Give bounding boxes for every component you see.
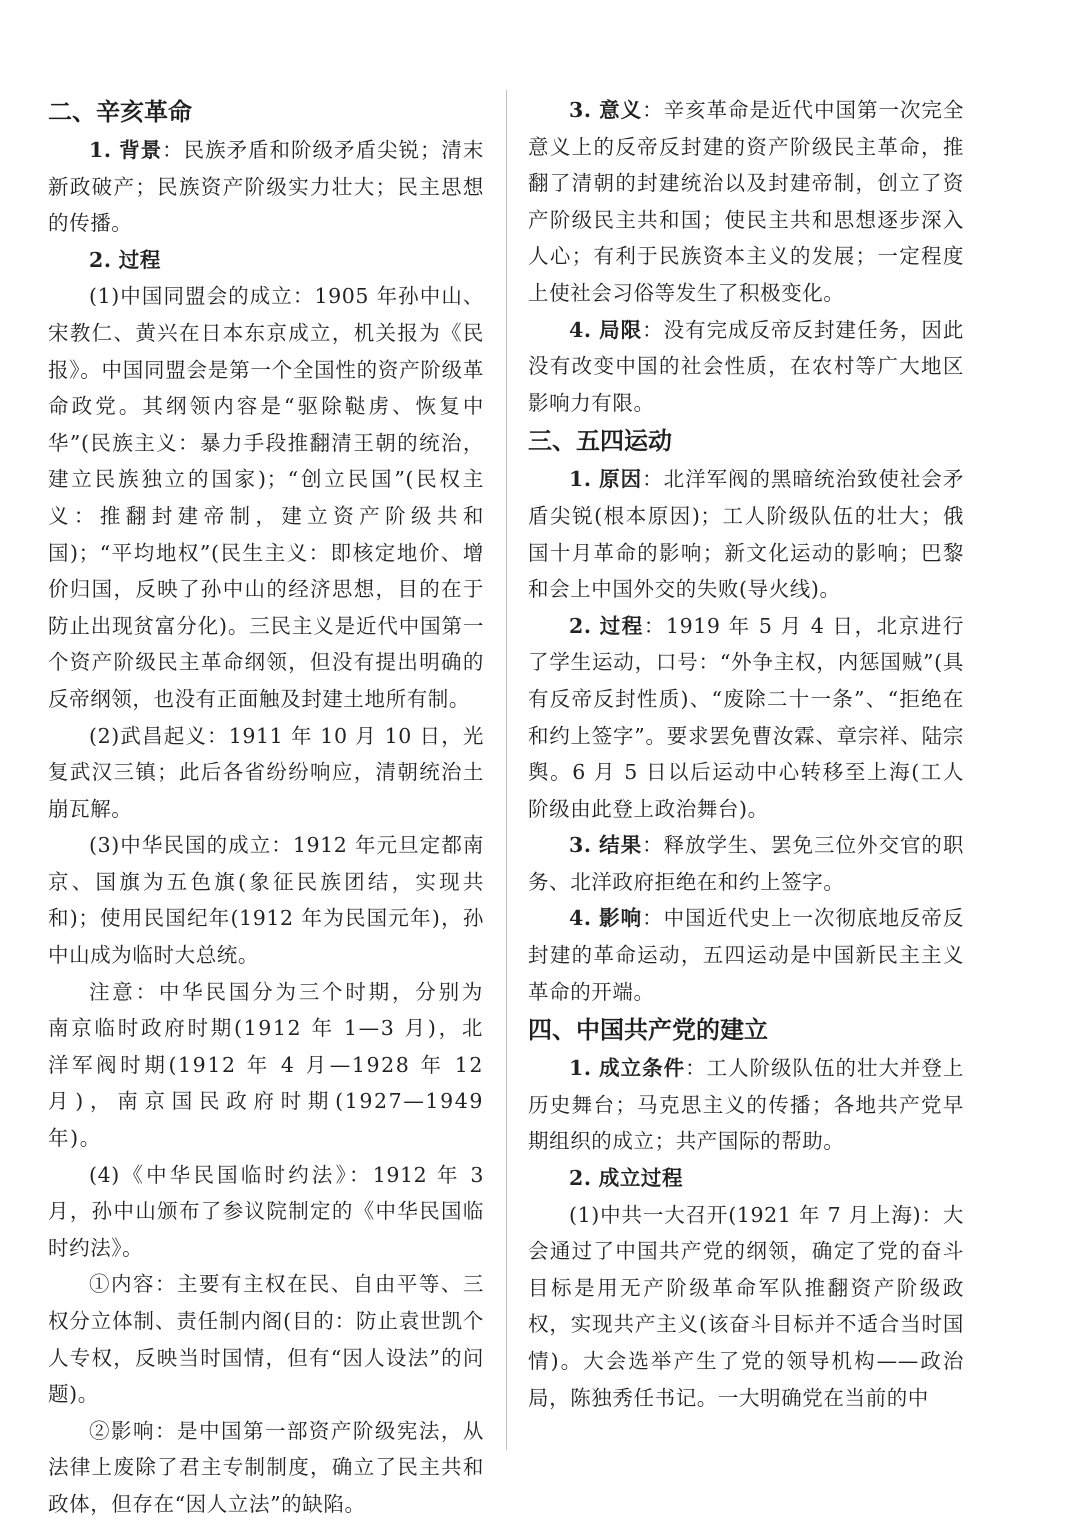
item-label: 意义: [599, 98, 643, 122]
item-text: ：民族矛盾和阶级矛盾尖锐；清末新政破产；民族资产阶级实力壮大；民主思想的传播。: [48, 138, 485, 236]
paragraph-provisional-constitution: (4)《中华民国临时约法》：1912 年 3 月，孙中山颁布了参议院制定的《中华民国临时约法》。: [48, 1162, 484, 1260]
section-heading-xinhai: 二、辛亥革命: [48, 97, 192, 126]
paragraph-impact: [528, 900, 964, 1010]
item-number: 2.: [89, 247, 112, 272]
item-label: 结果: [599, 833, 643, 858]
item-label: 背景: [119, 138, 163, 162]
paragraph-result: [528, 827, 964, 900]
item-number: 1.: [569, 467, 592, 492]
item-text: ：没有完成反帝反封建任务，因此没有改变中国的社会性质，在农村等广大地区影响力有限。: [528, 317, 965, 415]
item-text: ：北洋军阀的黑暗统治致使社会矛盾尖锐(根本原因)；工人阶级队伍的壮大；俄国十月革命的影响；新文化运动的影响；巴黎和会上中国外交的失败(导火线)。: [528, 467, 965, 602]
paragraph-influence: ②影响：是中国第一部资产阶级宪法，从法律上废除了君主专制制度，确立了民主共和政体，但存在“因人立法”的缺陷。: [48, 1418, 484, 1516]
item-text: ：辛亥革命是近代中国第一次完全意义上的反帝反封建的资产阶级民主革命，推翻了清朝的封建统治以及封建帝制，创立了资产阶级民主共和国；使民主共和思想逐步深入人心；有利于民族资本主义的发展；一定程度上使社会习俗等发生了积极变化。: [528, 98, 965, 305]
left-column: [48, 92, 484, 1523]
item-number: 1.: [89, 138, 112, 162]
paragraph-content: ①内容：主要有主权在民、自由平等、三权分立体制、责任制内阁(目的：防止袁世凯个人专权，反映当时国情，但有“因人设法”的问题)。: [48, 1272, 484, 1407]
item-text: ：工人阶级队伍的壮大并登上历史舞台；马克思主义的传播；各地共产党早期组织的成立；共产国际的帮助。: [528, 1056, 964, 1154]
paragraph-cause: [528, 461, 964, 607]
item-label: 成立条件: [599, 1056, 686, 1081]
section-heading-ccp: 四、中国共产党的建立: [528, 1015, 768, 1045]
paragraph-background: [48, 132, 484, 242]
column-divider: [506, 90, 507, 1450]
item-label: 局限: [599, 317, 643, 342]
item-text: ：释放学生、罢免三位外交官的职务、北洋政府拒绝在和约上签字。: [528, 833, 965, 894]
item-number: 2.: [569, 1166, 592, 1191]
subheading-founding-process: [528, 1160, 964, 1197]
item-number: 2.: [569, 613, 592, 638]
right-column: [528, 92, 964, 1416]
subheading-process: [48, 242, 484, 279]
section-heading-may-fourth: 三、五四运动: [528, 426, 672, 456]
paragraph-republic-founding: (3)中华民国的成立：1912 年元旦定都南京、国旗为五色旗(象征民族团结，实现共和)；使用民国纪年(1912 年为民国元年)，孙中山成为临时大总统。: [48, 833, 484, 968]
item-label: 过程: [599, 613, 644, 638]
item-number: 3.: [569, 98, 592, 122]
item-number: 3.: [569, 833, 592, 858]
paragraph-wuchang: (2)武昌起义：1911 年 10 月 10 日，光复武汉三镇；此后各省纷纷响应，清朝统治土崩瓦解。: [48, 723, 484, 821]
paragraph-limitation: [528, 312, 964, 422]
paragraph-first-congress: (1)中共一大召开(1921 年 7 月上海)：大会通过了中国共产党的纲领，确定了党的奋斗目标是用无产阶级革命军队推翻资产阶级政权，实现共产主义(该奋斗目标并不适合当时国情)。大会选举产生了党的领导机构——政治局，陈独秀任书记。一大明确党在当前的中: [528, 1202, 964, 1410]
paragraph-significance: [528, 92, 964, 312]
item-label: 过程: [118, 247, 161, 272]
paragraph-tongmenghui: (1)中国同盟会的成立：1905 年孙中山、宋教仁、黄兴在日本东京成立，机关报为《民报》。中国同盟会是第一个全国性的资产阶级革命政党。其纲领内容是“驱除鞑虏、恢复中华”(民族主义：暴力手段推翻清王朝的统治，建立民族独立的国家)；“创立民国”(民权主义：推翻封建帝制，建立资产阶级共和国)；“平均地权”(民生主义：即核定地价、增价归国，反映了孙中山的经济思想，目的在于防止出现贫富分化)。三民主义是近代中国第一个资产阶级民主革命纲领，但没有提出明确的反帝纲领，也没有正面触及封建土地所有制。: [48, 284, 484, 711]
paragraph-process: [528, 608, 964, 828]
item-label: 原因: [599, 467, 643, 492]
item-number: 1.: [569, 1056, 592, 1081]
item-text: ：1919 年 5 月 4 日，北京进行了学生运动，口号：“外争主权，内惩国贼”(具有反帝反封性质)、“废除二十一条”、“拒绝在和约上签字”。要求罢免曹汝霖、章宗祥、陆宗舆。6 月 5 日以后运动中心转移至上海(工人阶级由此登上政治舞台)。: [528, 613, 964, 821]
item-text: ：中国近代史上一次彻底地反帝反封建的革命运动，五四运动是中国新民主主义革命的开端。: [528, 906, 965, 1004]
item-number: 4.: [569, 906, 592, 931]
item-label: 成立过程: [598, 1166, 684, 1191]
paragraph-conditions: [528, 1050, 964, 1160]
paragraph-note: 注意：中华民国分为三个时期，分别为南京临时政府时期(1912 年 1—3 月)，北洋军阀时期(1912 年 4 月—1928 年 12 月)，南京国民政府时期(1927—1949 年)。: [48, 979, 484, 1151]
item-number: 4.: [569, 317, 592, 342]
item-label: 影响: [599, 906, 643, 931]
